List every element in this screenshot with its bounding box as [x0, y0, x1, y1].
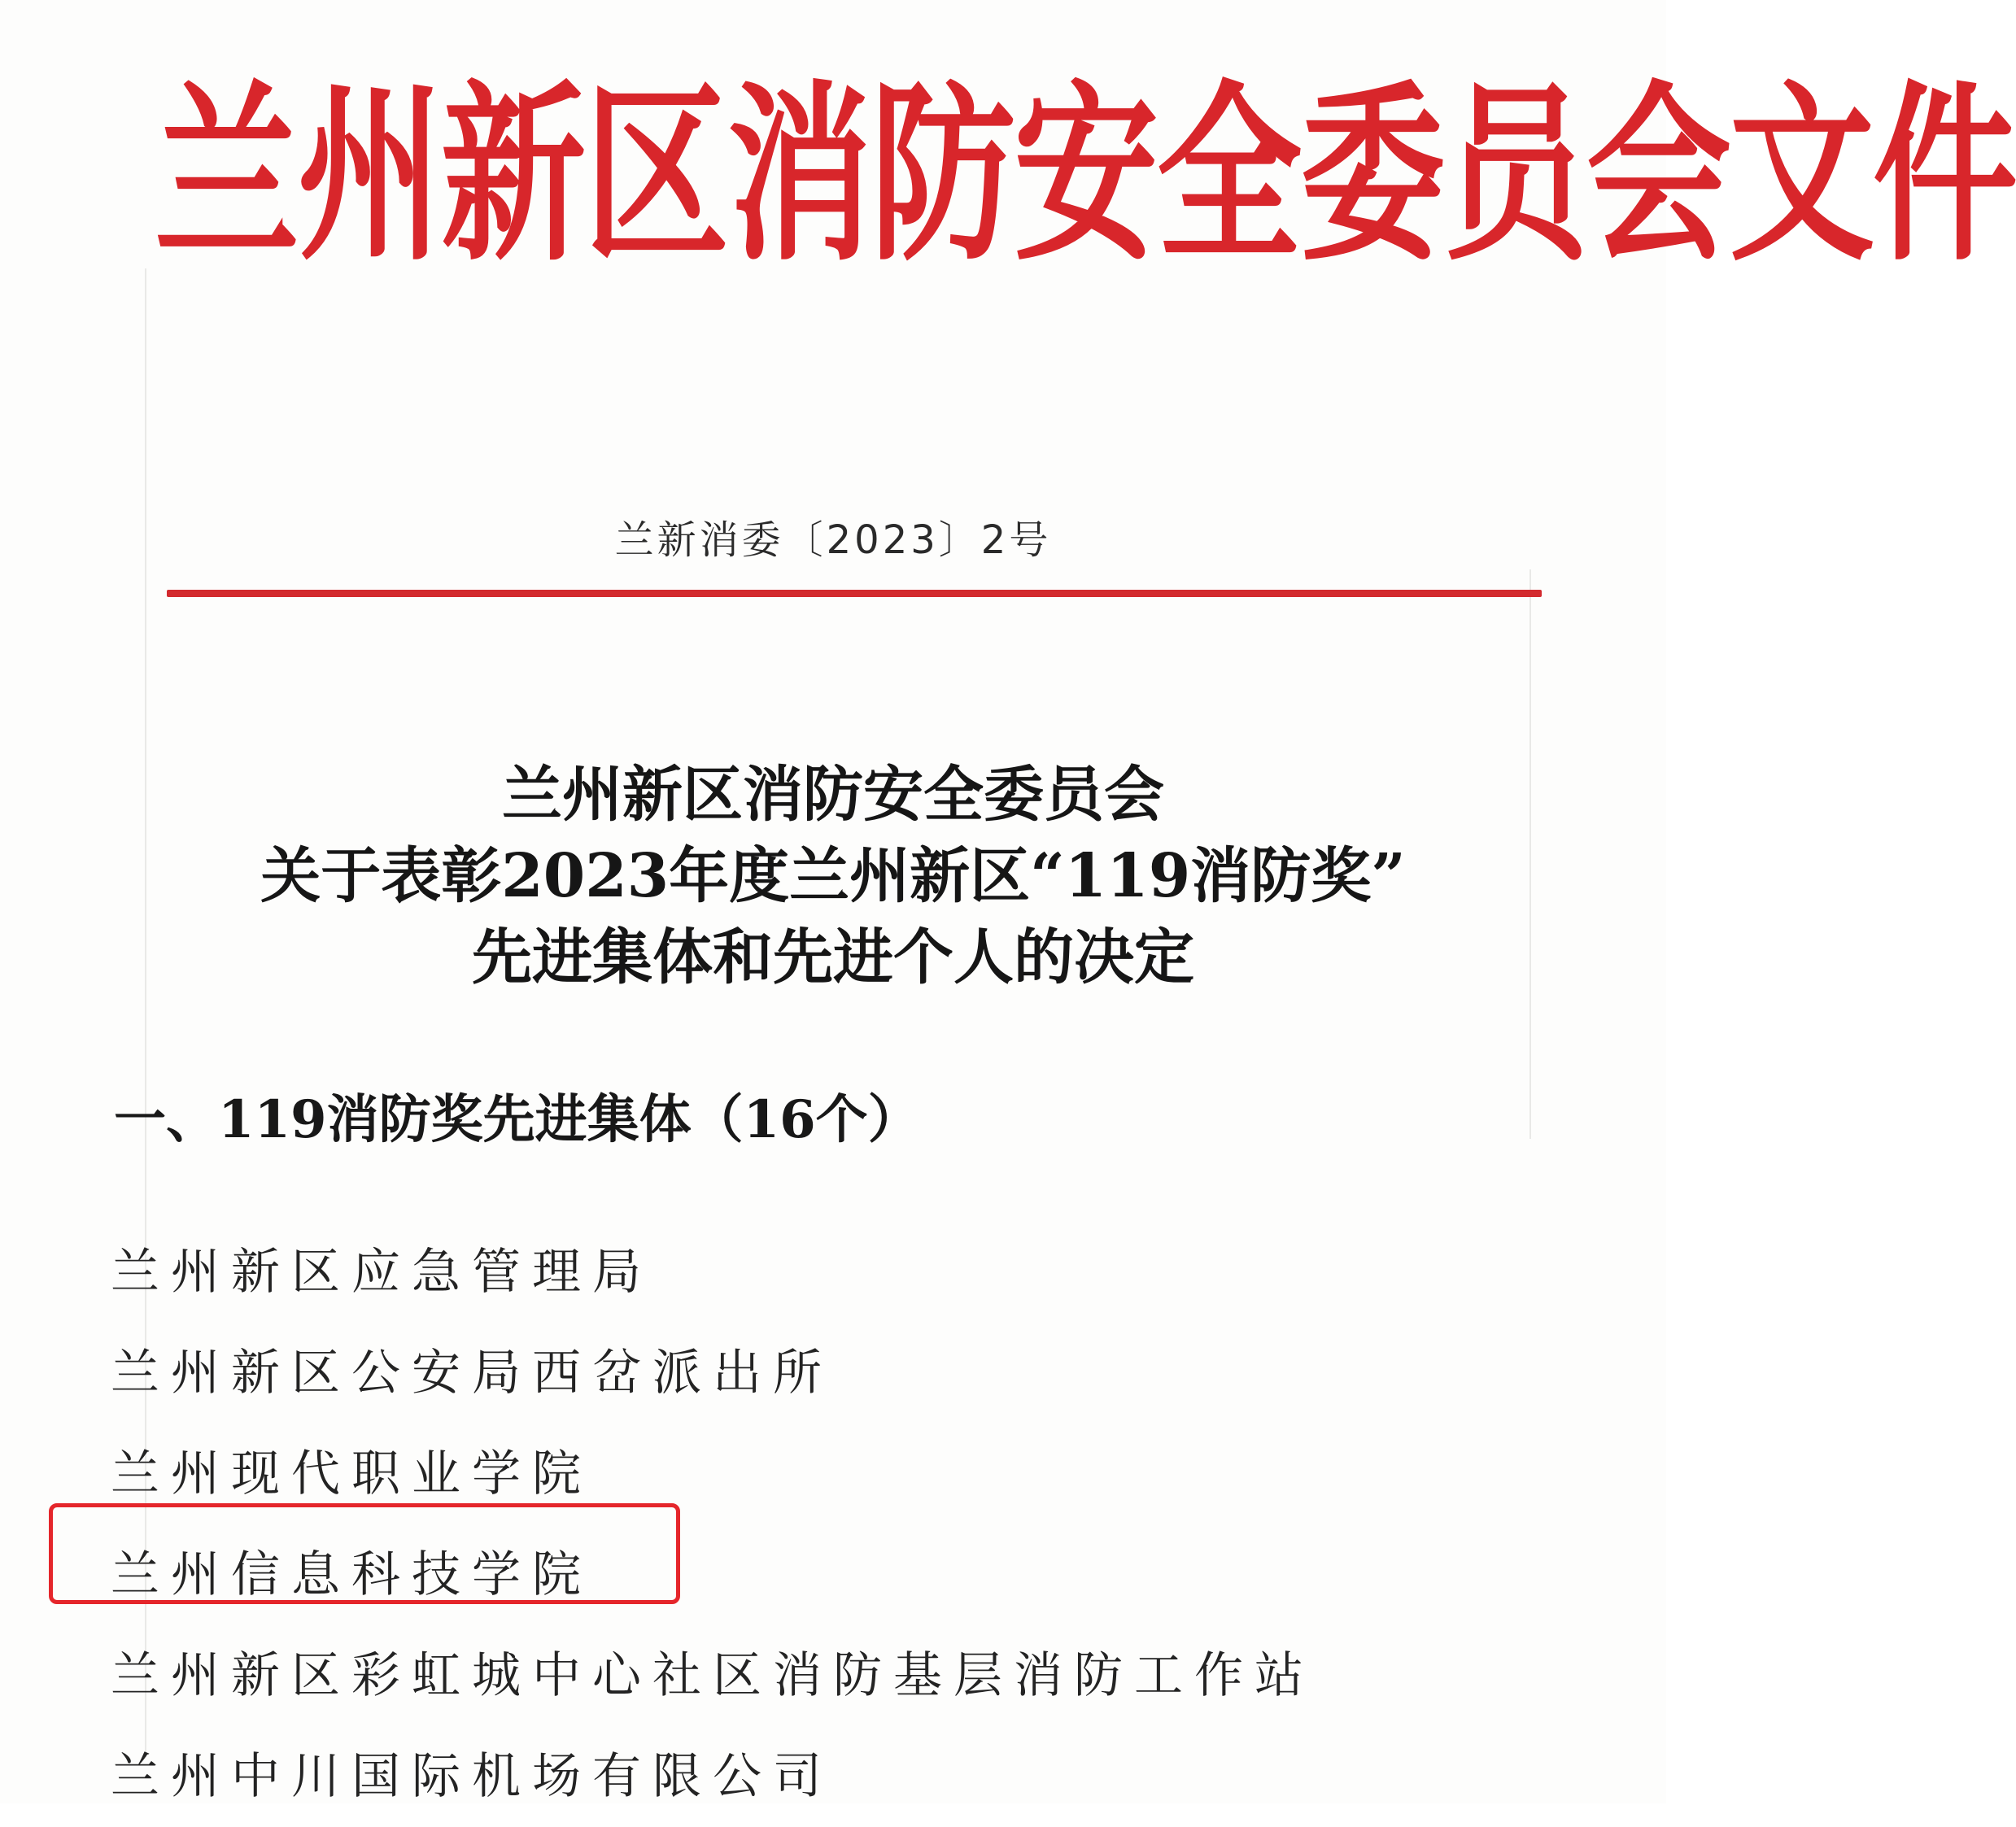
decision-heading-line-1: 兰州新区消防安全委员会 [502, 760, 1164, 830]
unit-list-item: 兰州新区公安局西岔派出所 [111, 1345, 833, 1402]
decision-heading-line-3: 先进集体和先进个人的决定 [472, 922, 1194, 992]
highlight-box [49, 1503, 680, 1604]
section-heading: 一、119消防奖先进集体（16个） [114, 1089, 920, 1150]
unit-list-item-highlighted: 兰州信息科技学院 [111, 1546, 592, 1603]
document-header-title: 兰州新区消防安全委员会文件 [155, 62, 2016, 287]
decision-heading-line-2: 关于表彰2023年度兰州新区“119消防奖” [260, 841, 1406, 911]
unit-list-item: 兰州中川国际机场有限公司 [111, 1748, 833, 1805]
unit-list-item: 兰州新区彩虹城中心社区消防基层消防工作站 [111, 1647, 1315, 1704]
document-number: 兰新消委〔2023〕2号 [614, 517, 1052, 563]
unit-list-item: 兰州新区应急管理局 [111, 1244, 652, 1301]
header-red-rule [167, 590, 1542, 597]
unit-list-item: 兰州现代职业学院 [111, 1445, 592, 1502]
